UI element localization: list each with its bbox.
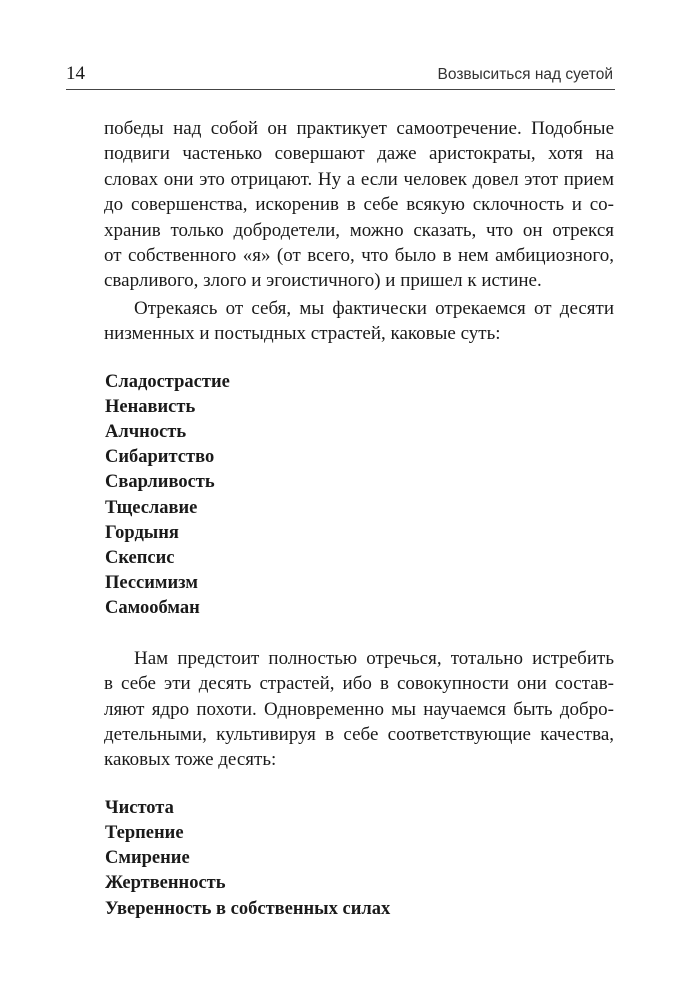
- paragraph-line: подвиги частенько совершают даже аристократы, хотя на: [104, 143, 614, 165]
- list-item: Гордыня: [105, 522, 179, 543]
- paragraph-line: до совершенства, искоренив в себе всякую склочность и со-: [104, 194, 614, 216]
- paragraph-3: [104, 646, 614, 773]
- running-title: Возвыситься над суетой: [437, 66, 613, 83]
- list-item: Сварливость: [105, 472, 215, 493]
- list-item: Ненависть: [105, 396, 196, 417]
- list-item: Терпение: [105, 822, 184, 843]
- paragraph-line: детельными, культивируя в себе соответствующие качества,: [104, 723, 614, 745]
- list-item: Уверенность в собственных силах: [105, 898, 391, 919]
- paragraph-line: Отрекаясь от себя, мы фактически отрекаемся от десяти: [134, 297, 614, 319]
- paragraph-line: низменных и постыдных страстей, каковые суть:: [104, 323, 501, 345]
- list-item: Чистота: [105, 797, 174, 818]
- passions-list: [105, 370, 614, 622]
- page-number: 14: [66, 63, 85, 84]
- list-item: Скепсис: [105, 548, 175, 569]
- virtues-list: [105, 796, 614, 922]
- header-rule: [66, 89, 615, 90]
- page-body: [105, 116, 614, 922]
- paragraph-line: в себе эти десять страстей, ибо в совокупности они состав-: [104, 673, 614, 695]
- list-item: Тщеславие: [105, 497, 198, 518]
- list-item: Смирение: [105, 848, 190, 869]
- paragraph-line: хранив только добродетели, можно сказать, что он отрекся: [104, 219, 614, 241]
- paragraph-line: ляют ядро похоти. Одновременно мы научаемся быть добро-: [104, 698, 614, 720]
- list-item: Сибаритство: [105, 447, 215, 468]
- list-item: Алчность: [105, 422, 187, 443]
- paragraph-1: [104, 116, 614, 294]
- list-item: Сладострастие: [105, 371, 230, 392]
- list-item: Пессимизм: [105, 573, 198, 594]
- list-item: Жертвенность: [105, 873, 226, 894]
- paragraph-line: словах они это отрицают. Ну а если человек довел этот прием: [104, 168, 614, 190]
- paragraph-line: каковых тоже десять:: [104, 749, 277, 771]
- paragraph-2: [104, 296, 614, 347]
- paragraph-line: от собственного «я» (от всего, что было в нем амбициозного,: [104, 245, 614, 267]
- paragraph-line: сварливого, злого и эгоистичного) и пришел к истине.: [104, 270, 542, 292]
- paragraph-line: победы над собой он практикует самоотречение. Подобные: [104, 118, 614, 139]
- list-item: Самообман: [105, 598, 200, 619]
- paragraph-line: Нам предстоит полностью отречься, тотально истребить: [134, 647, 614, 669]
- page-header: [66, 62, 615, 88]
